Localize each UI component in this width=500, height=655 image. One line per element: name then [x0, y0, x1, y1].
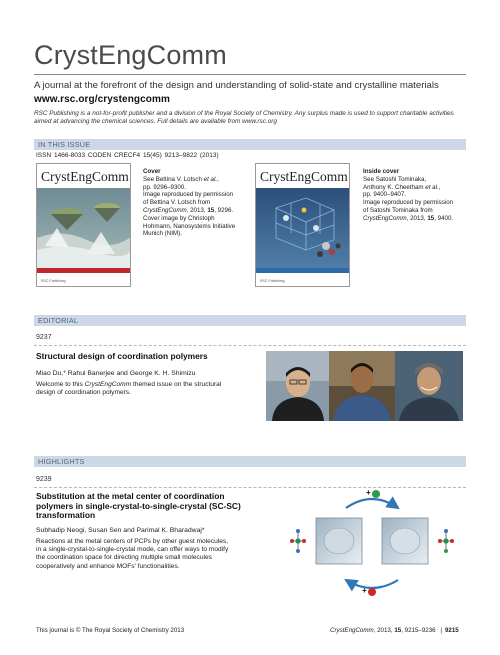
caption-text: , 2013, — [406, 214, 428, 222]
footer-volume: 15 — [394, 627, 402, 634]
scheme-minus-label: + — [362, 586, 367, 595]
cover-strip — [37, 268, 130, 273]
issn-line: ISSN 1466-8033 CODEN CRECF4 15(45) 9213–9822 (2013) — [36, 152, 219, 159]
cover-title: CrystEngComm — [260, 169, 348, 184]
cover-caption: Cover See Bettina V. Lotsch et al., pp. 9296–9300. Image reproduced by permission of Bettina V. Lotsch from CrystEngComm, 2013, 15, 9296. Cover image by Christoph Hohmann, Nanosystems Initiative Munich (NIM). — [143, 168, 243, 238]
title-line: polymers in single-crystal-to-single-crystal (SC-SC) — [36, 500, 241, 511]
in-this-issue-heading: IN THIS ISSUE — [38, 140, 91, 149]
abstract-text: Reactions at the metal centers of PCPs by other guest molecules, — [36, 538, 229, 545]
cover-title: CrystEngComm — [41, 169, 129, 184]
footer-text: , 9215–9236 — [401, 627, 436, 634]
highlight-title-link[interactable] — [36, 492, 286, 521]
journal-tagline: A journal at the forefront of the design and understanding of solid-state and crystalline materials — [34, 80, 439, 91]
scheme-plus-label: + — [366, 488, 371, 497]
highlight-abstract — [36, 538, 286, 571]
masthead-rule — [34, 74, 466, 75]
title-line: Substitution at the metal center of coordination — [36, 491, 225, 501]
caption-text: , 9296. — [214, 206, 234, 214]
editorial-abstract — [36, 381, 276, 397]
cover-artwork — [37, 188, 130, 268]
cover-publisher: RSC Publishing — [41, 279, 66, 283]
caption-text: Image reproduced by permission — [363, 199, 454, 207]
abstract-text: design of coordination polymers. — [36, 389, 131, 397]
abstract-text: in a single-crystal-to-single-crystal mode, can offer ways to modify — [36, 546, 229, 554]
caption-journal: CrystEngComm — [363, 214, 407, 222]
caption-text: of Satoshi Tominaka from — [363, 206, 433, 214]
caption-text: Cover image by Christoph — [143, 214, 215, 222]
abstract-text: the coordination space for directing multiple small molecules — [36, 554, 212, 562]
masthead — [34, 40, 474, 70]
caption-journal: CrystEngComm — [143, 206, 187, 214]
cover-label: Inside cover — [363, 168, 400, 175]
editor-photo-1 — [266, 351, 330, 421]
cover-strip — [256, 268, 349, 273]
caption-text: Munich (NIM). — [143, 230, 182, 238]
caption-pages: pp. 9296–9300. — [143, 183, 187, 191]
caption-volume: 15 — [427, 214, 435, 222]
footer-text: , 2013, — [373, 627, 395, 634]
cover-publisher: RSC Publishing — [260, 279, 285, 283]
caption-volume: 15 — [207, 206, 215, 214]
caption-text: Hohmann, Nanosystems Initiative — [143, 222, 236, 230]
caption-text: See Satoshi Tominaka, — [363, 175, 427, 183]
caption-pages: pp. 9400–9407. — [363, 191, 407, 199]
journal-brand: CrystEngComm — [34, 40, 227, 70]
footer-journal: CrystEngComm — [330, 627, 374, 634]
abstract-text: themed issue on the structural — [131, 381, 222, 388]
inside-cover-thumbnail[interactable] — [255, 163, 350, 287]
editorial-page-number: 9237 — [36, 334, 52, 341]
footer-copyright: This journal is © The Royal Society of Chemistry 2013 — [36, 627, 185, 634]
caption-text: Image reproduced by permission — [143, 191, 234, 199]
highlights-band — [34, 456, 466, 467]
highlight-page-number: 9239 — [36, 476, 52, 483]
footer-separator: | — [440, 627, 442, 634]
abstract-text: cooperatively and enhance MOFs' functionalities. — [36, 562, 180, 570]
editorial-heading: EDITORIAL — [38, 316, 79, 325]
caption-text: of Bettina V. Lotsch from — [143, 199, 211, 207]
editorial-band — [34, 315, 466, 326]
caption-etal: et al. — [203, 175, 218, 183]
caption-text: See Bettina V. Lotsch — [143, 175, 204, 183]
caption-text: , 2013, — [186, 206, 208, 214]
editorial-authors: Miao Du,* Rahul Banerjee and George K. H. Shimizu — [36, 370, 196, 377]
journal-url-link[interactable]: www.rsc.org/crystengcomm — [34, 94, 170, 105]
footer-page-number: 9215 — [444, 627, 459, 634]
front-cover-thumbnail[interactable] — [36, 163, 131, 287]
caption-text: Anthony K. Cheetham — [363, 183, 426, 191]
inside-cover-caption: Inside cover See Satoshi Tominaka, Anthony K. Cheetham et al., pp. 9400–9407. Image reproduced by permission of Satoshi Tominaka from CrystEngComm, 2013, 15, 9400. — [363, 168, 467, 223]
highlights-heading: HIGHLIGHTS — [38, 457, 85, 466]
editor-photo-2 — [329, 351, 395, 421]
cover-artwork — [256, 188, 349, 268]
title-line: transformation — [36, 510, 96, 521]
dashed-rule — [34, 345, 466, 346]
caption-text: , 9400. — [434, 214, 454, 222]
caption-etal: et al. — [425, 183, 439, 191]
editorial-title-link[interactable]: Structural design of coordination polymers — [36, 351, 208, 361]
abstract-journal: CrystEngComm — [84, 381, 132, 388]
editor-photo-3 — [395, 351, 463, 421]
footer-citation — [330, 627, 459, 634]
highlight-authors: Subhadip Neogi, Susan Sen and Parimal K. Bharadwaj* — [36, 527, 205, 534]
highlight-scheme-graphic — [276, 484, 468, 598]
abstract-text: Welcome to this — [36, 381, 85, 388]
cover-label: Cover — [143, 168, 161, 175]
publisher-disclaimer: RSC Publishing is a not-for-profit publisher and a division of the Royal Society of Chemistry. Any surplus made is used to support charitable activities aimed at advancing the chemical sciences. Full details are available from www.rsc.org — [34, 110, 454, 126]
in-this-issue-band — [34, 139, 466, 150]
